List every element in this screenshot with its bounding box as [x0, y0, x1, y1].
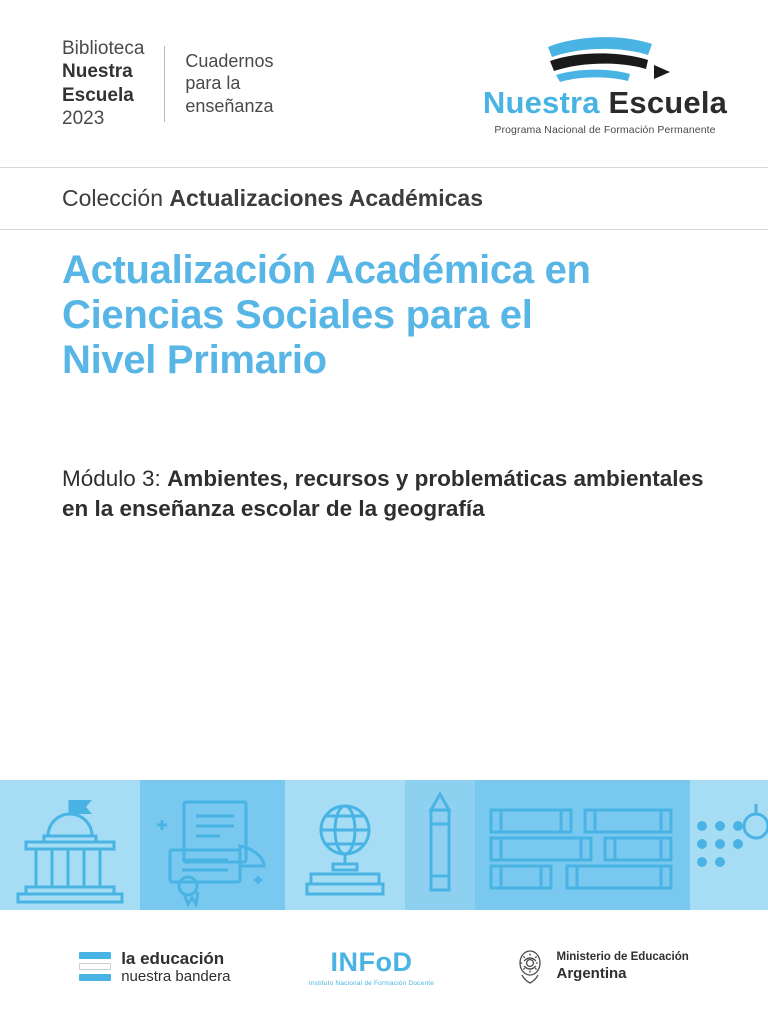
band-cell-pencil	[405, 780, 475, 910]
footer	[0, 910, 768, 1024]
header	[0, 0, 768, 168]
collection-text	[62, 185, 483, 212]
cuadernos-label	[185, 50, 273, 118]
globe-on-books-icon	[285, 780, 405, 910]
argentina-sun-shield-icon	[513, 948, 547, 986]
band-cell-books	[475, 780, 690, 910]
stacked-books-icon	[475, 780, 690, 910]
nuestra-escuela-swoosh-icon	[530, 31, 680, 83]
infod-word: INFoD	[330, 947, 413, 977]
cuadernos-line1: Cuadernos	[185, 50, 274, 71]
band-cell-certificate	[140, 780, 285, 910]
title-block	[0, 230, 768, 384]
title-line-3: Nivel Primario	[62, 338, 327, 383]
collection-bar	[0, 168, 768, 230]
brand-word-escuela: Escuela	[608, 85, 728, 120]
biblioteca-line2: Nuestra	[62, 61, 133, 83]
ministerio-text	[557, 950, 689, 983]
module-block	[0, 384, 768, 524]
header-left-block	[0, 37, 460, 130]
module-line	[62, 464, 706, 524]
biblioteca-line1: Biblioteca	[62, 38, 145, 60]
band-cell-dots	[690, 780, 768, 910]
module-label: Módulo 3:	[62, 465, 168, 491]
dots-pattern-icon	[690, 780, 768, 910]
ministerio-line1: Ministerio de Educación	[556, 951, 689, 964]
module-title: Ambientes, recursos y problemáticas ambientales en la enseñanza escolar de la geografía	[62, 465, 704, 521]
collection-name: Actualizaciones Académicas	[169, 185, 484, 211]
page-title	[62, 248, 706, 384]
infod-logo	[309, 947, 434, 987]
brand-word-nuestra: Nuestra	[482, 85, 600, 120]
brand-wordmark	[483, 85, 727, 121]
flag-bars-icon	[79, 952, 111, 981]
cuadernos-line2: para la	[185, 73, 241, 94]
certificate-document-icon	[140, 780, 285, 910]
title-line-1: Actualización Académica en	[62, 248, 591, 292]
cuadernos-line3: enseñanza	[185, 95, 274, 116]
collection-prefix: Colección	[62, 185, 170, 211]
brand-logo	[460, 31, 768, 136]
band-cell-globe	[285, 780, 405, 910]
header-divider	[164, 46, 165, 122]
ministerio-logo	[513, 948, 689, 986]
la-educacion-text	[121, 949, 230, 986]
illustration-band	[0, 780, 768, 910]
government-building-icon	[0, 780, 140, 910]
la-educacion-logo	[79, 949, 230, 986]
biblioteca-line3: Escuela	[62, 84, 134, 106]
la-educacion-line2: nuestra bandera	[121, 968, 231, 986]
biblioteca-nuestra-escuela-label	[62, 37, 144, 130]
title-line-2: Ciencias Sociales para el	[62, 293, 533, 338]
biblioteca-year: 2023	[62, 107, 105, 129]
band-cell-building	[0, 780, 140, 910]
la-educacion-line1: la educación	[121, 948, 225, 968]
ministerio-line2: Argentina	[556, 964, 627, 982]
brand-tagline: Programa Nacional de Formación Permanente	[494, 124, 716, 136]
infod-subtitle: Instituto Nacional de Formación Docente	[308, 980, 435, 987]
pencil-icon	[405, 780, 475, 910]
